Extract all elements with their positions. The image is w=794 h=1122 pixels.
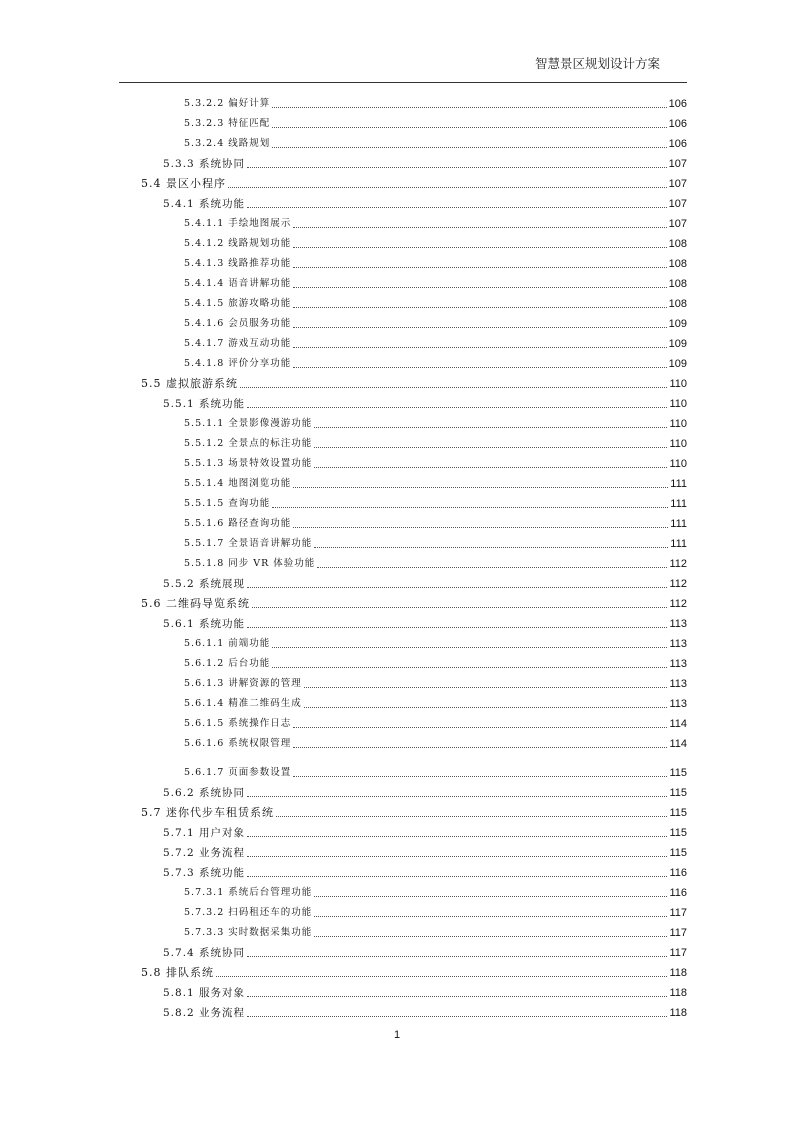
toc-leader-dots [247,876,667,877]
toc-entry-page: 111 [670,498,687,510]
toc-leader-dots [247,627,667,628]
toc-entry-label: 5.6.1.3 讲解资源的管理 [184,678,302,689]
toc-entry-label: 5.4.1.2 线路规划功能 [184,238,292,249]
toc-entry[interactable] [184,553,687,571]
toc-entry[interactable] [184,713,687,731]
toc-entry[interactable] [184,493,687,511]
toc-entry[interactable] [163,613,687,631]
toc-entry-label: 5.7 迷你代步车租赁系统 [141,806,274,819]
toc-entry[interactable] [141,962,687,980]
toc-entry-label: 5.4.1.3 线路推荐功能 [184,258,292,269]
toc-entry-label: 5.5.1.1 全景影像漫游功能 [184,418,313,429]
toc-entry[interactable] [184,133,687,151]
toc-entry[interactable] [163,393,687,411]
toc-entry-page: 117 [669,927,687,939]
toc-entry-label: 5.7.3.3 实时数据采集功能 [184,927,313,938]
page-number: 1 [393,1029,401,1041]
toc-entry[interactable] [184,333,687,351]
toc-entry-label: 5.7.4 系统协同 [163,947,246,959]
toc-leader-dots [293,487,668,488]
toc-leader-dots [247,996,667,997]
toc-leader-dots [228,187,667,188]
toc-entry-page: 118 [669,987,687,999]
toc-leader-dots [314,936,667,937]
toc-entry[interactable] [184,473,687,491]
toc-entry-page: 108 [668,298,687,310]
toc-entry-label: 5.8.1 服务对象 [163,987,246,999]
toc-entry[interactable] [184,453,687,471]
toc-entry-page: 113 [669,658,687,670]
toc-entry-label: 5.6.1.6 系统权限管理 [184,738,292,749]
toc-entry-label: 5.5.2 系统展现 [163,578,246,590]
toc-leader-dots [247,796,667,797]
toc-entry-page: 107 [668,198,687,210]
toc-entry-page: 115 [669,827,687,839]
toc-entry-page: 110 [669,378,687,390]
toc-entry-page: 113 [669,698,687,710]
toc-entry-page: 109 [668,338,687,350]
toc-entry[interactable] [184,902,687,920]
toc-entry-label: 5.7.3.2 扫码租还车的功能 [184,907,313,918]
toc-leader-dots [314,896,667,897]
toc-entry-page: 111 [670,518,687,530]
toc-leader-dots [304,707,668,708]
header-title: 智慧景区规划设计方案 [534,56,660,71]
toc-leader-dots [314,916,667,917]
toc-entry[interactable] [141,593,687,611]
toc-leader-dots [293,727,667,728]
toc-entry-page: 112 [669,598,687,610]
header-divider [119,82,687,83]
toc-entry-label: 5.8 排队系统 [141,966,214,979]
toc-entry-label: 5.3.2.4 线路规划 [184,138,271,149]
toc-leader-dots [247,836,667,837]
toc-leader-dots [293,347,666,348]
toc-entry-label: 5.7.3.1 系统后台管理功能 [184,887,313,898]
toc-entry-label: 5.6.1.7 页面参数设置 [184,767,292,778]
toc-entry-page: 109 [668,358,687,370]
toc-leader-dots [293,327,666,328]
toc-entry-page: 108 [668,238,687,250]
toc-entry[interactable] [184,413,687,431]
toc-entry-page: 110 [669,398,687,410]
toc-entry-page: 108 [668,278,687,290]
toc-entry[interactable] [184,513,687,531]
toc-entry-label: 5.5.1.6 路径查询功能 [184,518,292,529]
toc-entry-label: 5.5.1.7 全景语音讲解功能 [184,538,313,549]
toc-entry-page: 117 [669,947,687,959]
toc-entry-label: 5.6.2 系统协同 [163,787,246,799]
toc-leader-dots [293,227,666,228]
toc-entry[interactable] [184,533,687,551]
toc-entry-page: 111 [670,478,687,490]
toc-entry-label: 5.4.1.6 会员服务功能 [184,318,292,329]
toc-entry[interactable] [141,173,687,191]
toc-leader-dots [293,267,666,268]
toc-entry-page: 113 [669,638,687,650]
toc-leader-dots [293,247,666,248]
toc-leader-dots [304,687,668,688]
toc-entry[interactable] [163,822,687,840]
toc-entry[interactable] [184,93,687,111]
toc-entry-page: 115 [669,767,687,779]
toc-entry[interactable] [163,153,687,171]
toc-entry-page: 109 [668,318,687,330]
toc-entry[interactable] [184,762,687,780]
toc-entry-page: 115 [669,847,687,859]
toc-entry-label: 5.4.1 系统功能 [163,198,246,210]
toc-leader-dots [247,856,667,857]
toc-entry-label: 5.6 二维码导览系统 [141,597,250,610]
toc-entry-label: 5.5.1.4 地图浏览功能 [184,478,292,489]
toc-entry[interactable] [163,782,687,800]
toc-leader-dots [293,527,668,528]
toc-entry-page: 118 [669,1007,687,1019]
toc-entry-page: 110 [669,418,687,430]
toc-entry-label: 5.7.3 系统功能 [163,867,246,879]
toc-leader-dots [293,747,667,748]
toc-entry-page: 106 [668,118,687,130]
toc-entry-label: 5.3.3 系统协同 [163,158,246,170]
toc-entry[interactable] [184,673,687,691]
toc-entry-page: 116 [669,887,687,899]
toc-entry-page: 117 [669,907,687,919]
toc-entry[interactable] [184,233,687,251]
toc-entry[interactable] [163,862,687,880]
toc-entry-page: 106 [668,138,687,150]
toc-entry[interactable] [184,273,687,291]
toc-entry[interactable] [184,733,687,751]
toc-leader-dots [247,1016,667,1017]
toc-entry[interactable] [184,293,687,311]
toc-entry-label: 5.5.1.5 查询功能 [184,498,271,509]
toc-entry[interactable] [163,1002,687,1020]
toc-entry[interactable] [141,373,687,391]
toc-leader-dots [314,447,667,448]
toc-entry-label: 5.4.1.8 评价分享功能 [184,358,292,369]
toc-entry-label: 5.3.2.3 特征匹配 [184,118,271,129]
toc-entry-label: 5.8.2 业务流程 [163,1007,246,1019]
toc-entry[interactable] [184,113,687,131]
toc-entry-page: 110 [669,438,687,450]
toc-entry[interactable] [163,193,687,211]
toc-entry-page: 107 [668,218,687,230]
toc-entry-label: 5.5.1.3 场景特效设置功能 [184,458,313,469]
toc-leader-dots [314,547,668,548]
toc-entry-label: 5.7.2 业务流程 [163,847,246,859]
toc-leader-dots [272,107,666,108]
toc-entry-page: 106 [668,98,687,110]
toc-entry-label: 5.4.1.5 旅游攻略功能 [184,298,292,309]
toc-leader-dots [293,776,667,777]
toc-leader-dots [293,287,666,288]
toc-leader-dots [247,587,667,588]
toc-entry-page: 114 [669,718,687,730]
toc-entry-label: 5.6.1 系统功能 [163,618,246,630]
toc-entry-page: 114 [669,738,687,750]
toc-entry[interactable] [184,633,687,651]
toc-entry-page: 108 [668,258,687,270]
toc-entry[interactable] [184,882,687,900]
toc-leader-dots [272,147,666,148]
toc-entry-label: 5.6.1.4 精准二维码生成 [184,698,302,709]
toc-entry-page: 112 [669,578,687,590]
toc-entry-label: 5.4.1.1 手绘地图展示 [184,218,292,229]
toc-entry-label: 5.5.1.2 全景点的标注功能 [184,438,313,449]
toc-leader-dots [247,207,667,208]
toc-entry-page: 118 [669,967,687,979]
toc-entry-label: 5.4 景区小程序 [141,177,226,190]
toc-entry-label: 5.5.1.8 同步 VR 体验功能 [184,558,316,569]
toc-entry-page: 115 [669,787,687,799]
toc-entry-label: 5.6.1.5 系统操作日志 [184,718,292,729]
toc-leader-dots [293,307,666,308]
toc-entry[interactable] [184,433,687,451]
toc-entry-page: 112 [669,558,687,570]
toc-leader-dots [272,647,667,648]
toc-entry[interactable] [184,693,687,711]
toc-leader-dots [272,127,666,128]
toc-entry-label: 5.5 虚拟旅游系统 [141,377,238,390]
toc-entry-label: 5.4.1.4 语音讲解功能 [184,278,292,289]
toc-leader-dots [247,167,667,168]
toc-leader-dots [314,427,667,428]
toc-entry[interactable] [184,353,687,371]
toc-entry[interactable] [141,802,687,820]
toc-leader-dots [240,387,667,388]
toc-entry-page: 110 [669,458,687,470]
toc-leader-dots [293,367,666,368]
toc-entry[interactable] [163,982,687,1000]
toc-entry[interactable] [184,313,687,331]
toc-entry[interactable] [163,942,687,960]
toc-entry-label: 5.6.1.2 后台功能 [184,658,271,669]
toc-entry-label: 5.7.1 用户对象 [163,827,246,839]
toc-entry-page: 107 [668,158,687,170]
toc-leader-dots [272,507,668,508]
toc-entry-page: 111 [670,538,687,550]
toc-entry-label: 5.3.2.2 偏好计算 [184,98,271,109]
toc-leader-dots [272,667,667,668]
toc-entry-label: 5.4.1.7 游戏互动功能 [184,338,292,349]
toc-entry[interactable] [163,842,687,860]
toc-entry[interactable] [184,253,687,271]
toc-entry-page: 107 [668,178,687,190]
toc-leader-dots [247,407,667,408]
toc-entry-label: 5.6.1.1 前端功能 [184,638,271,649]
toc-entry[interactable] [184,922,687,940]
toc-entry-label: 5.5.1 系统功能 [163,398,246,410]
toc-leader-dots [317,567,667,568]
toc-entry[interactable] [184,653,687,671]
toc-entry[interactable] [184,213,687,231]
toc-leader-dots [216,976,667,977]
toc-entry-page: 113 [669,618,687,630]
toc-leader-dots [276,816,667,817]
toc-leader-dots [314,467,667,468]
toc-entry[interactable] [163,573,687,591]
toc-entry-page: 116 [669,867,687,879]
toc-leader-dots [252,607,667,608]
toc-entry-page: 115 [669,807,687,819]
toc-leader-dots [247,956,667,957]
toc-entry-page: 113 [669,678,687,690]
